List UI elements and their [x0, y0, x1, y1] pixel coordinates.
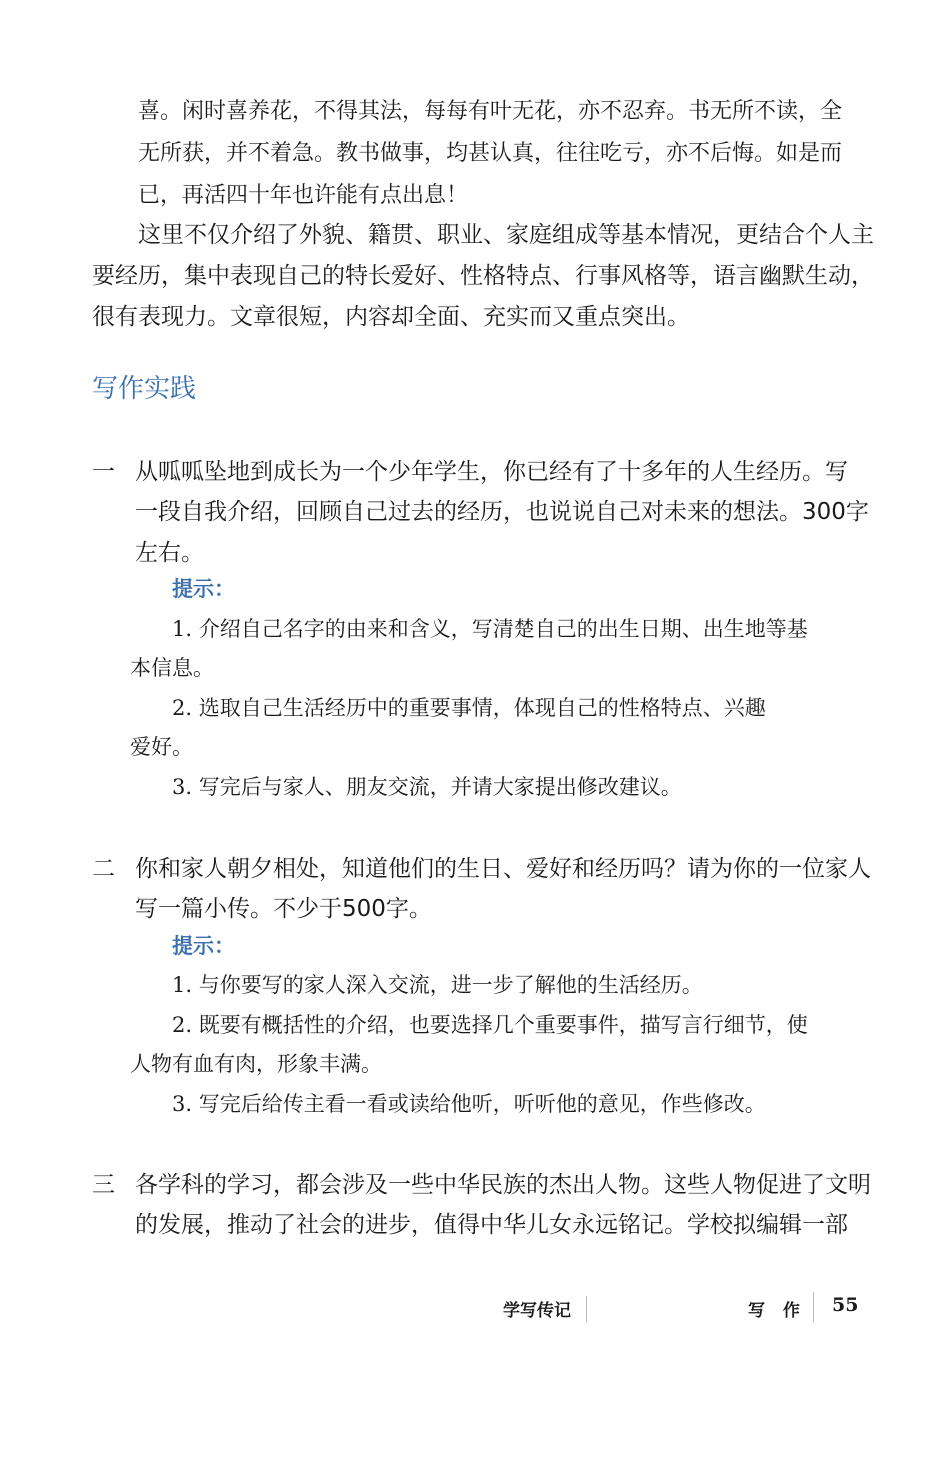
task-2-line-1: 你和家人朝夕相处，知道他们的生日、爱好和经历吗？请为你的一位家人: [135, 856, 871, 882]
footer-divider-1: [586, 1296, 587, 1322]
task-1-line-3: 左右。: [135, 540, 204, 566]
task-2-tip-1-line-1: 1. 与你要写的家人深入交流，进一步了解他的生活经历。: [172, 973, 703, 997]
task-3-number: 三: [92, 1172, 115, 1198]
footer-unit-title: 学写传记: [503, 1301, 571, 1321]
task-2-tip-2-line-2: 人物有血有肉，形象丰满。: [130, 1052, 382, 1076]
task-2-line-2: 写一篇小传。不少于500字。: [135, 896, 432, 922]
commentary-line-3: 很有表现力。文章很短，内容却全面、充实而又重点突出。: [92, 304, 690, 330]
task-1-tip-1-line-2: 本信息。: [130, 656, 214, 680]
task-3-line-1: 各学科的学习，都会涉及一些中华民族的杰出人物。这些人物促进了文明: [135, 1172, 871, 1198]
page-number: 55: [832, 1294, 859, 1316]
task-1-tip-2-line-1: 2. 选取自己生活经历中的重要事情，体现自己的性格特点、兴趣: [172, 696, 766, 720]
footer-section-label: 写 作: [748, 1301, 806, 1321]
section-title: 写作实践: [92, 374, 197, 404]
task-1-line-1: 从呱呱坠地到成长为一个少年学生，你已经有了十多年的人生经历。写: [135, 459, 848, 485]
quote-line-2: 无所获，并不着急。教书做事，均甚认真，往往吃亏，亦不后悔。如是而: [138, 141, 843, 166]
task-1-tip-3-line-1: 3. 写完后与家人、朋友交流，并请大家提出修改建议。: [172, 775, 682, 799]
commentary-line-1: 这里不仅介绍了外貌、籍贯、职业、家庭组成等基本情况，更结合个人主: [138, 222, 874, 248]
task-2-tip-2-line-1: 2. 既要有概括性的介绍，也要选择几个重要事件，描写言行细节，使: [172, 1013, 808, 1037]
task-1-hint-label: 提示：: [172, 577, 235, 601]
task-2-tip-3-line-1: 3. 写完后给传主看一看或读给他听，听听他的意见，作些修改。: [172, 1092, 766, 1116]
quote-line-1: 喜。闲时喜养花，不得其法，每每有叶无花，亦不忍弃。书无所不读，全: [138, 99, 843, 124]
footer-divider-2: [813, 1292, 814, 1322]
commentary-line-2: 要经历，集中表现自己的特长爱好、性格特点、行事风格等，语言幽默生动，: [92, 263, 874, 289]
task-1-tip-1-line-1: 1. 介绍自己名字的由来和含义，写清楚自己的出生日期、出生地等基: [172, 617, 808, 641]
task-2-hint-label: 提示：: [172, 934, 235, 958]
task-2-number: 二: [92, 856, 115, 882]
task-3-line-2: 的发展，推动了社会的进步，值得中华儿女永远铭记。学校拟编辑一部: [135, 1212, 848, 1238]
task-1-tip-2-line-2: 爱好。: [130, 735, 193, 759]
task-1-line-2: 一段自我介绍，回顾自己过去的经历，也说说自己对未来的想法。300字: [135, 499, 869, 525]
task-1-number: 一: [92, 459, 115, 485]
quote-line-3: 已，再活四十年也许能有点出息！: [138, 183, 469, 208]
